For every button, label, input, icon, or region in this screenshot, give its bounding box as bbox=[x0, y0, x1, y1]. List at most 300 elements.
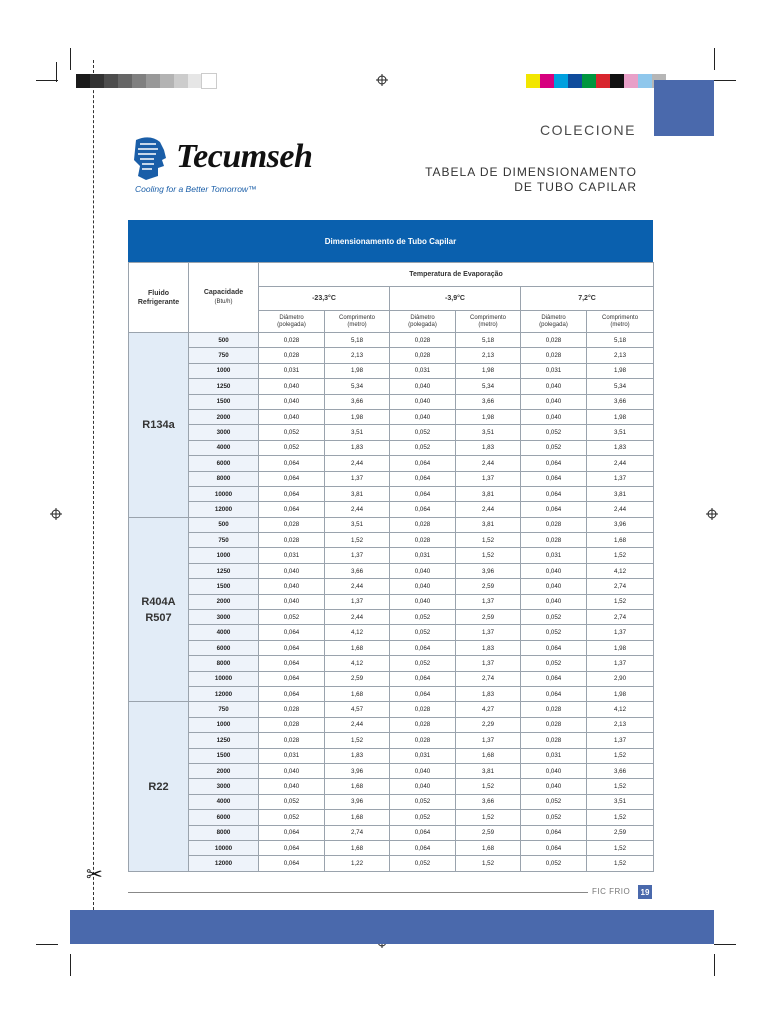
diameter-cell: 0,028 bbox=[521, 333, 587, 348]
length-cell: 2,13 bbox=[587, 717, 654, 732]
diameter-cell: 0,040 bbox=[390, 594, 456, 609]
length-cell: 2,59 bbox=[325, 671, 390, 686]
diameter-header: Diâmetro (polegada) bbox=[259, 311, 325, 333]
diameter-cell: 0,028 bbox=[259, 517, 325, 532]
length-cell: 1,37 bbox=[456, 471, 521, 486]
process-swatch bbox=[610, 74, 624, 88]
table-row bbox=[129, 794, 654, 809]
diameter-cell: 0,064 bbox=[390, 471, 456, 486]
diameter-cell: 0,052 bbox=[521, 440, 587, 455]
diameter-cell: 0,052 bbox=[390, 794, 456, 809]
capacity-cell: 6000 bbox=[189, 640, 259, 655]
diameter-cell: 0,064 bbox=[259, 840, 325, 855]
diameter-cell: 0,064 bbox=[259, 456, 325, 471]
gray-swatch bbox=[90, 74, 104, 88]
table-row bbox=[129, 394, 654, 409]
title-line-2: DE TUBO CAPILAR bbox=[514, 180, 637, 194]
diameter-cell: 0,040 bbox=[521, 579, 587, 594]
diameter-cell: 0,028 bbox=[390, 733, 456, 748]
diameter-cell: 0,052 bbox=[259, 440, 325, 455]
registration-mark-icon bbox=[376, 74, 388, 86]
diameter-cell: 0,040 bbox=[521, 594, 587, 609]
length-cell: 2,44 bbox=[456, 502, 521, 517]
diameter-cell: 0,040 bbox=[259, 409, 325, 424]
length-cell: 5,18 bbox=[325, 333, 390, 348]
crop-mark bbox=[714, 80, 736, 81]
capacity-cell: 12000 bbox=[189, 856, 259, 871]
fluid-cell: R22 bbox=[129, 702, 189, 871]
gray-swatch bbox=[174, 74, 188, 88]
diameter-cell: 0,052 bbox=[259, 810, 325, 825]
capacity-cell: 10000 bbox=[189, 671, 259, 686]
diameter-cell: 0,064 bbox=[390, 486, 456, 501]
length-cell: 3,81 bbox=[456, 517, 521, 532]
diameter-cell: 0,052 bbox=[259, 425, 325, 440]
diameter-header: Diâmetro (polegada) bbox=[390, 311, 456, 333]
diameter-cell: 0,064 bbox=[521, 486, 587, 501]
length-cell: 1,83 bbox=[456, 440, 521, 455]
diameter-cell: 0,064 bbox=[259, 671, 325, 686]
diameter-cell: 0,040 bbox=[521, 763, 587, 778]
table-row bbox=[129, 810, 654, 825]
length-cell: 1,52 bbox=[587, 779, 654, 794]
length-cell: 1,83 bbox=[456, 640, 521, 655]
length-cell: 1,68 bbox=[456, 748, 521, 763]
diameter-cell: 0,040 bbox=[390, 409, 456, 424]
title-line-1: TABELA DE DIMENSIONAMENTO bbox=[425, 165, 637, 179]
diameter-cell: 0,052 bbox=[259, 794, 325, 809]
capacity-cell: 1000 bbox=[189, 548, 259, 563]
table-row bbox=[129, 594, 654, 609]
footer-brand: FIC FRIO bbox=[592, 887, 631, 896]
length-cell: 1,98 bbox=[325, 363, 390, 378]
capacity-cell: 1000 bbox=[189, 717, 259, 732]
length-cell: 3,66 bbox=[587, 394, 654, 409]
registration-mark-icon bbox=[50, 508, 62, 520]
length-cell: 1,68 bbox=[325, 840, 390, 855]
process-swatch bbox=[638, 74, 652, 88]
length-cell: 1,68 bbox=[325, 810, 390, 825]
diameter-cell: 0,031 bbox=[259, 548, 325, 563]
length-cell: 1,52 bbox=[456, 533, 521, 548]
capacity-cell: 12000 bbox=[189, 502, 259, 517]
diameter-cell: 0,052 bbox=[390, 440, 456, 455]
length-cell: 2,44 bbox=[325, 502, 390, 517]
table-row bbox=[129, 763, 654, 778]
length-cell: 2,29 bbox=[456, 717, 521, 732]
gray-swatch bbox=[202, 74, 216, 88]
table-row bbox=[129, 748, 654, 763]
table-row bbox=[129, 456, 654, 471]
length-cell: 1,52 bbox=[587, 748, 654, 763]
diameter-cell: 0,064 bbox=[259, 825, 325, 840]
diameter-cell: 0,040 bbox=[390, 779, 456, 794]
diameter-cell: 0,064 bbox=[259, 486, 325, 501]
capacity-cell: 10000 bbox=[189, 840, 259, 855]
diameter-cell: 0,028 bbox=[259, 533, 325, 548]
length-cell: 1,83 bbox=[325, 748, 390, 763]
length-cell: 1,52 bbox=[325, 533, 390, 548]
diameter-cell: 0,064 bbox=[521, 502, 587, 517]
diameter-cell: 0,028 bbox=[390, 517, 456, 532]
temp-header: -3,9°C bbox=[390, 287, 521, 311]
gray-color-bar bbox=[76, 74, 216, 88]
crop-mark bbox=[56, 62, 57, 82]
capillary-table bbox=[128, 220, 653, 872]
length-cell: 2,59 bbox=[456, 579, 521, 594]
table-row bbox=[129, 533, 654, 548]
length-cell: 2,59 bbox=[456, 610, 521, 625]
table-row bbox=[129, 671, 654, 686]
diameter-cell: 0,028 bbox=[390, 533, 456, 548]
diameter-cell: 0,052 bbox=[390, 856, 456, 871]
section-tab bbox=[654, 80, 714, 136]
table-row bbox=[129, 517, 654, 532]
diameter-cell: 0,028 bbox=[521, 702, 587, 717]
length-cell: 3,51 bbox=[456, 425, 521, 440]
length-cell: 3,96 bbox=[587, 517, 654, 532]
col-header-evap-temp: Temperatura de Evaporação bbox=[259, 263, 654, 287]
diameter-cell: 0,031 bbox=[259, 748, 325, 763]
section-label: COLECIONE bbox=[540, 122, 636, 138]
diameter-cell: 0,052 bbox=[390, 625, 456, 640]
length-cell: 3,66 bbox=[325, 563, 390, 578]
length-cell: 2,74 bbox=[325, 825, 390, 840]
length-cell: 1,68 bbox=[587, 533, 654, 548]
length-cell: 3,81 bbox=[587, 486, 654, 501]
length-cell: 3,96 bbox=[325, 763, 390, 778]
diameter-cell: 0,064 bbox=[259, 502, 325, 517]
diameter-cell: 0,052 bbox=[390, 656, 456, 671]
diameter-cell: 0,031 bbox=[390, 748, 456, 763]
diameter-cell: 0,064 bbox=[521, 840, 587, 855]
length-cell: 2,13 bbox=[456, 348, 521, 363]
length-cell: 1,52 bbox=[587, 840, 654, 855]
diameter-cell: 0,064 bbox=[521, 456, 587, 471]
footer-band bbox=[70, 910, 714, 944]
length-cell: 1,52 bbox=[587, 548, 654, 563]
length-cell: 5,34 bbox=[325, 379, 390, 394]
length-cell: 1,52 bbox=[456, 856, 521, 871]
length-cell: 1,98 bbox=[587, 409, 654, 424]
length-cell: 1,98 bbox=[456, 363, 521, 378]
length-cell: 1,37 bbox=[325, 548, 390, 563]
length-cell: 1,68 bbox=[325, 640, 390, 655]
length-cell: 2,44 bbox=[587, 502, 654, 517]
diameter-cell: 0,040 bbox=[259, 594, 325, 609]
capacity-cell: 1000 bbox=[189, 363, 259, 378]
capacity-cell: 500 bbox=[189, 517, 259, 532]
diameter-cell: 0,028 bbox=[390, 717, 456, 732]
length-cell: 4,12 bbox=[325, 656, 390, 671]
length-cell: 1,52 bbox=[587, 810, 654, 825]
diameter-cell: 0,028 bbox=[390, 333, 456, 348]
table-row bbox=[129, 640, 654, 655]
diameter-cell: 0,028 bbox=[521, 348, 587, 363]
crop-mark bbox=[36, 80, 58, 81]
capacity-cell: 1500 bbox=[189, 748, 259, 763]
table-row bbox=[129, 409, 654, 424]
diameter-cell: 0,052 bbox=[259, 610, 325, 625]
capacity-cell: 8000 bbox=[189, 656, 259, 671]
length-cell: 5,18 bbox=[587, 333, 654, 348]
logo-wordmark: Tecumseh bbox=[176, 138, 313, 175]
length-cell: 3,51 bbox=[587, 425, 654, 440]
length-cell: 3,51 bbox=[325, 425, 390, 440]
fluid-cell: R134a bbox=[129, 333, 189, 518]
table-row bbox=[129, 548, 654, 563]
length-cell: 1,52 bbox=[587, 856, 654, 871]
capacity-cell: 8000 bbox=[189, 825, 259, 840]
diameter-cell: 0,052 bbox=[521, 810, 587, 825]
length-cell: 1,37 bbox=[587, 656, 654, 671]
capacity-cell: 4000 bbox=[189, 440, 259, 455]
page-number: 19 bbox=[638, 885, 652, 899]
diameter-cell: 0,052 bbox=[521, 794, 587, 809]
table-row bbox=[129, 486, 654, 501]
length-cell: 2,74 bbox=[587, 579, 654, 594]
crop-mark bbox=[70, 48, 71, 70]
capacity-cell: 3000 bbox=[189, 779, 259, 794]
diameter-cell: 0,064 bbox=[390, 825, 456, 840]
diameter-cell: 0,040 bbox=[259, 579, 325, 594]
chief-head-icon bbox=[130, 136, 174, 182]
table-row bbox=[129, 425, 654, 440]
length-cell: 1,52 bbox=[456, 548, 521, 563]
length-header: Comprimento (metro) bbox=[325, 311, 390, 333]
table-row bbox=[129, 686, 654, 701]
process-swatch bbox=[582, 74, 596, 88]
diameter-cell: 0,040 bbox=[390, 563, 456, 578]
table-row bbox=[129, 579, 654, 594]
diameter-cell: 0,040 bbox=[390, 579, 456, 594]
table-row bbox=[129, 825, 654, 840]
length-cell: 2,90 bbox=[587, 671, 654, 686]
length-cell: 5,18 bbox=[456, 333, 521, 348]
col-header-fluid: Fluido Refrigerante bbox=[129, 263, 189, 333]
scissors-icon: ✂ bbox=[86, 864, 103, 886]
table-row bbox=[129, 625, 654, 640]
length-cell: 1,22 bbox=[325, 856, 390, 871]
table-row bbox=[129, 733, 654, 748]
table-row bbox=[129, 702, 654, 717]
length-cell: 3,81 bbox=[456, 763, 521, 778]
length-cell: 2,44 bbox=[325, 717, 390, 732]
length-cell: 4,57 bbox=[325, 702, 390, 717]
length-cell: 4,12 bbox=[325, 625, 390, 640]
diameter-cell: 0,040 bbox=[521, 394, 587, 409]
gray-swatch bbox=[188, 74, 202, 88]
diameter-cell: 0,028 bbox=[259, 733, 325, 748]
table-row bbox=[129, 610, 654, 625]
diameter-cell: 0,052 bbox=[521, 610, 587, 625]
length-cell: 1,68 bbox=[325, 779, 390, 794]
length-cell: 2,44 bbox=[325, 610, 390, 625]
data-table bbox=[128, 262, 654, 872]
diameter-cell: 0,040 bbox=[259, 779, 325, 794]
table-row bbox=[129, 348, 654, 363]
capacity-cell: 12000 bbox=[189, 686, 259, 701]
diameter-cell: 0,031 bbox=[521, 363, 587, 378]
diameter-cell: 0,064 bbox=[390, 640, 456, 655]
process-swatch bbox=[526, 74, 540, 88]
gray-swatch bbox=[118, 74, 132, 88]
diameter-cell: 0,028 bbox=[521, 733, 587, 748]
table-row bbox=[129, 379, 654, 394]
diameter-cell: 0,040 bbox=[521, 379, 587, 394]
capacity-cell: 750 bbox=[189, 533, 259, 548]
diameter-header: Diâmetro (polegada) bbox=[521, 311, 587, 333]
footer-rule bbox=[128, 892, 588, 893]
diameter-cell: 0,064 bbox=[390, 456, 456, 471]
registration-mark-icon bbox=[706, 508, 718, 520]
diameter-cell: 0,028 bbox=[521, 517, 587, 532]
length-cell: 1,37 bbox=[456, 733, 521, 748]
table-row bbox=[129, 502, 654, 517]
diameter-cell: 0,064 bbox=[259, 625, 325, 640]
length-cell: 1,83 bbox=[456, 686, 521, 701]
capacity-cell: 1250 bbox=[189, 733, 259, 748]
diameter-cell: 0,040 bbox=[259, 394, 325, 409]
length-cell: 3,81 bbox=[325, 486, 390, 501]
diameter-cell: 0,040 bbox=[259, 563, 325, 578]
diameter-cell: 0,064 bbox=[521, 640, 587, 655]
diameter-cell: 0,040 bbox=[521, 563, 587, 578]
length-cell: 1,52 bbox=[456, 779, 521, 794]
length-cell: 3,66 bbox=[456, 794, 521, 809]
length-cell: 3,66 bbox=[456, 394, 521, 409]
diameter-cell: 0,064 bbox=[521, 671, 587, 686]
gray-swatch bbox=[132, 74, 146, 88]
length-cell: 1,98 bbox=[456, 409, 521, 424]
diameter-cell: 0,064 bbox=[259, 471, 325, 486]
length-cell: 2,44 bbox=[325, 456, 390, 471]
gray-swatch bbox=[160, 74, 174, 88]
fold-guide bbox=[93, 60, 94, 920]
crop-mark bbox=[714, 954, 715, 976]
length-cell: 1,98 bbox=[325, 409, 390, 424]
diameter-cell: 0,028 bbox=[259, 702, 325, 717]
diameter-cell: 0,064 bbox=[259, 640, 325, 655]
diameter-cell: 0,052 bbox=[521, 856, 587, 871]
length-cell: 5,34 bbox=[587, 379, 654, 394]
diameter-cell: 0,064 bbox=[390, 686, 456, 701]
process-swatch bbox=[568, 74, 582, 88]
diameter-cell: 0,040 bbox=[521, 409, 587, 424]
process-swatch bbox=[554, 74, 568, 88]
length-cell: 2,74 bbox=[456, 671, 521, 686]
diameter-cell: 0,064 bbox=[259, 856, 325, 871]
capacity-cell: 4000 bbox=[189, 794, 259, 809]
page-title bbox=[425, 165, 637, 195]
diameter-cell: 0,028 bbox=[390, 702, 456, 717]
process-swatch bbox=[624, 74, 638, 88]
diameter-cell: 0,052 bbox=[390, 810, 456, 825]
diameter-cell: 0,064 bbox=[521, 471, 587, 486]
crop-mark bbox=[36, 944, 58, 945]
length-cell: 1,98 bbox=[587, 640, 654, 655]
gray-swatch bbox=[146, 74, 160, 88]
gray-swatch bbox=[76, 74, 90, 88]
table-row bbox=[129, 779, 654, 794]
length-header: Comprimento (metro) bbox=[456, 311, 521, 333]
length-cell: 3,96 bbox=[456, 563, 521, 578]
length-cell: 1,37 bbox=[325, 594, 390, 609]
length-cell: 1,37 bbox=[456, 594, 521, 609]
temp-header: -23,3°C bbox=[259, 287, 390, 311]
length-cell: 1,98 bbox=[587, 686, 654, 701]
capacity-cell: 3000 bbox=[189, 610, 259, 625]
length-cell: 4,27 bbox=[456, 702, 521, 717]
diameter-cell: 0,028 bbox=[259, 348, 325, 363]
length-cell: 2,13 bbox=[325, 348, 390, 363]
capacity-cell: 4000 bbox=[189, 625, 259, 640]
diameter-cell: 0,052 bbox=[521, 656, 587, 671]
capacity-cell: 8000 bbox=[189, 471, 259, 486]
length-cell: 3,66 bbox=[587, 763, 654, 778]
diameter-cell: 0,052 bbox=[390, 610, 456, 625]
diameter-cell: 0,028 bbox=[390, 348, 456, 363]
capacity-cell: 6000 bbox=[189, 456, 259, 471]
length-cell: 1,37 bbox=[325, 471, 390, 486]
length-cell: 1,52 bbox=[587, 594, 654, 609]
length-cell: 1,52 bbox=[456, 810, 521, 825]
logo-tagline: Cooling for a Better Tomorrow™ bbox=[135, 184, 257, 194]
diameter-cell: 0,064 bbox=[390, 502, 456, 517]
length-cell: 1,37 bbox=[587, 625, 654, 640]
table-caption: Dimensionamento de Tubo Capilar bbox=[128, 220, 653, 262]
table-row bbox=[129, 856, 654, 871]
diameter-cell: 0,031 bbox=[390, 363, 456, 378]
diameter-cell: 0,064 bbox=[259, 656, 325, 671]
diameter-cell: 0,040 bbox=[390, 379, 456, 394]
length-cell: 2,59 bbox=[587, 825, 654, 840]
capacity-cell: 3000 bbox=[189, 425, 259, 440]
diameter-cell: 0,040 bbox=[521, 779, 587, 794]
capacity-cell: 10000 bbox=[189, 486, 259, 501]
capacity-cell: 750 bbox=[189, 702, 259, 717]
table-row bbox=[129, 363, 654, 378]
table-row bbox=[129, 656, 654, 671]
length-cell: 3,51 bbox=[325, 517, 390, 532]
length-cell: 3,81 bbox=[456, 486, 521, 501]
capacity-cell: 750 bbox=[189, 348, 259, 363]
diameter-cell: 0,040 bbox=[259, 379, 325, 394]
length-cell: 2,44 bbox=[587, 456, 654, 471]
capacity-cell: 2000 bbox=[189, 763, 259, 778]
temp-header: 7,2°C bbox=[521, 287, 654, 311]
length-cell: 3,66 bbox=[325, 394, 390, 409]
table-row bbox=[129, 840, 654, 855]
diameter-cell: 0,052 bbox=[390, 425, 456, 440]
table-row bbox=[129, 563, 654, 578]
capacity-cell: 2000 bbox=[189, 409, 259, 424]
diameter-cell: 0,040 bbox=[390, 763, 456, 778]
diameter-cell: 0,031 bbox=[390, 548, 456, 563]
capacity-cell: 1250 bbox=[189, 563, 259, 578]
diameter-cell: 0,064 bbox=[521, 686, 587, 701]
diameter-cell: 0,028 bbox=[521, 717, 587, 732]
table-row bbox=[129, 440, 654, 455]
diameter-cell: 0,031 bbox=[259, 363, 325, 378]
length-cell: 2,59 bbox=[456, 825, 521, 840]
diameter-cell: 0,028 bbox=[259, 333, 325, 348]
length-cell: 3,51 bbox=[587, 794, 654, 809]
table-row bbox=[129, 333, 654, 348]
diameter-cell: 0,052 bbox=[521, 625, 587, 640]
capacity-cell: 1250 bbox=[189, 379, 259, 394]
diameter-cell: 0,064 bbox=[259, 686, 325, 701]
